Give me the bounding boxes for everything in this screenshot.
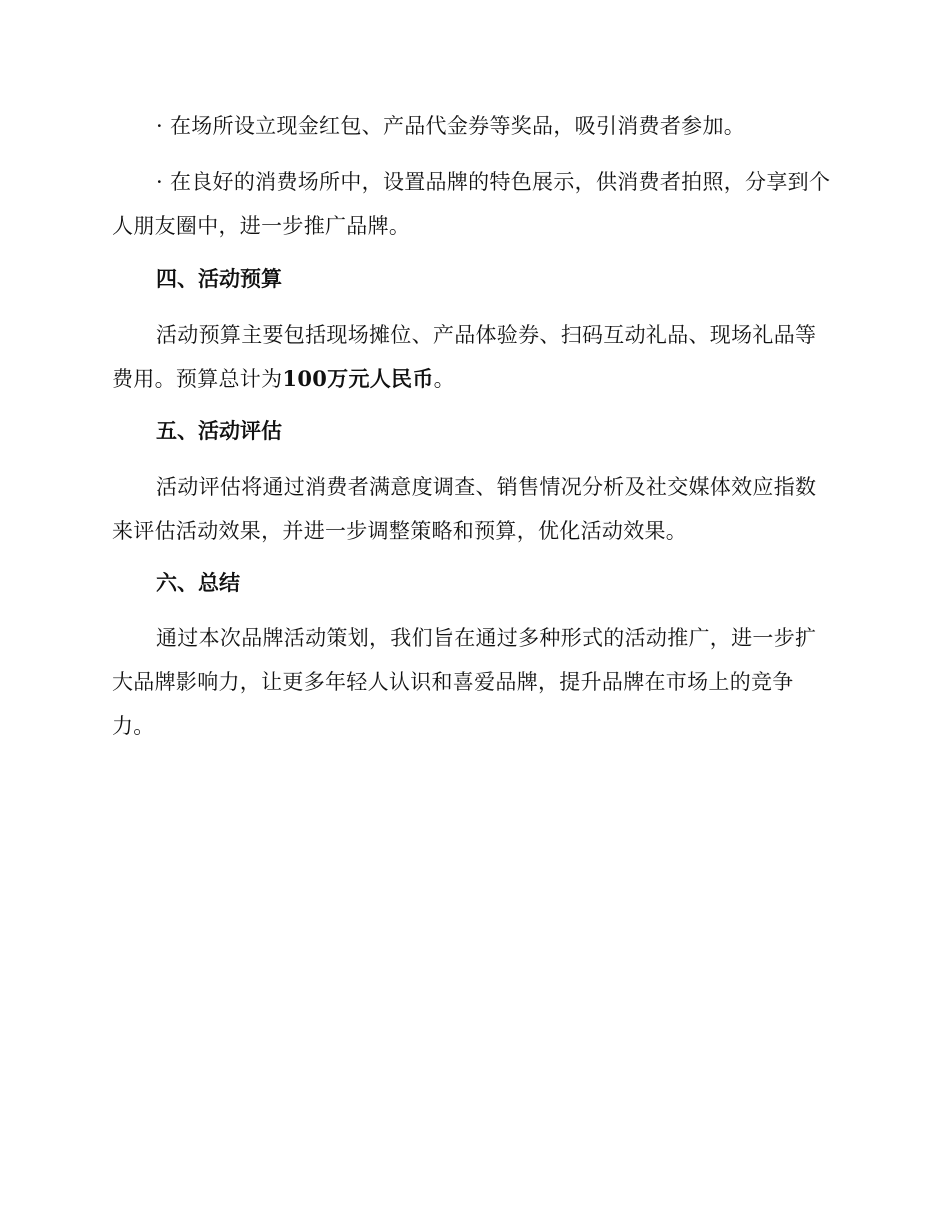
- bullet-photo-display: · 在良好的消费场所中，设置品牌的特色展示，供消费者拍照，分享到个人朋友圈中，进一步推广品牌。: [112, 170, 831, 238]
- budget-text-end: 。: [433, 367, 455, 391]
- section-heading-budget: 四、活动预算: [156, 266, 282, 291]
- budget-amount: 100万元人民币: [282, 366, 434, 391]
- bullet-prizes: · 在场所设立现金红包、产品代金券等奖品，吸引消费者参加。: [156, 114, 746, 138]
- section-heading-summary: 六、总结: [156, 570, 240, 595]
- summary-paragraph: 通过本次品牌活动策划，我们旨在通过多种形式的活动推广，进一步扩大品牌影响力，让更多年轻人认识和喜爱品牌，提升品牌在市场上的竞争力。: [112, 626, 817, 738]
- budget-text: 活动预算主要包括现场摊位、产品体验券、扫码互动礼品、现场礼品等费用。预算总计为: [112, 323, 817, 391]
- budget-paragraph: [112, 313, 832, 401]
- section-heading-evaluation: 五、活动评估: [156, 418, 282, 443]
- evaluation-paragraph: 活动评估将通过消费者满意度调查、销售情况分析及社交媒体效应指数来评估活动效果，并进一步调整策略和预算，优化活动效果。: [112, 475, 817, 543]
